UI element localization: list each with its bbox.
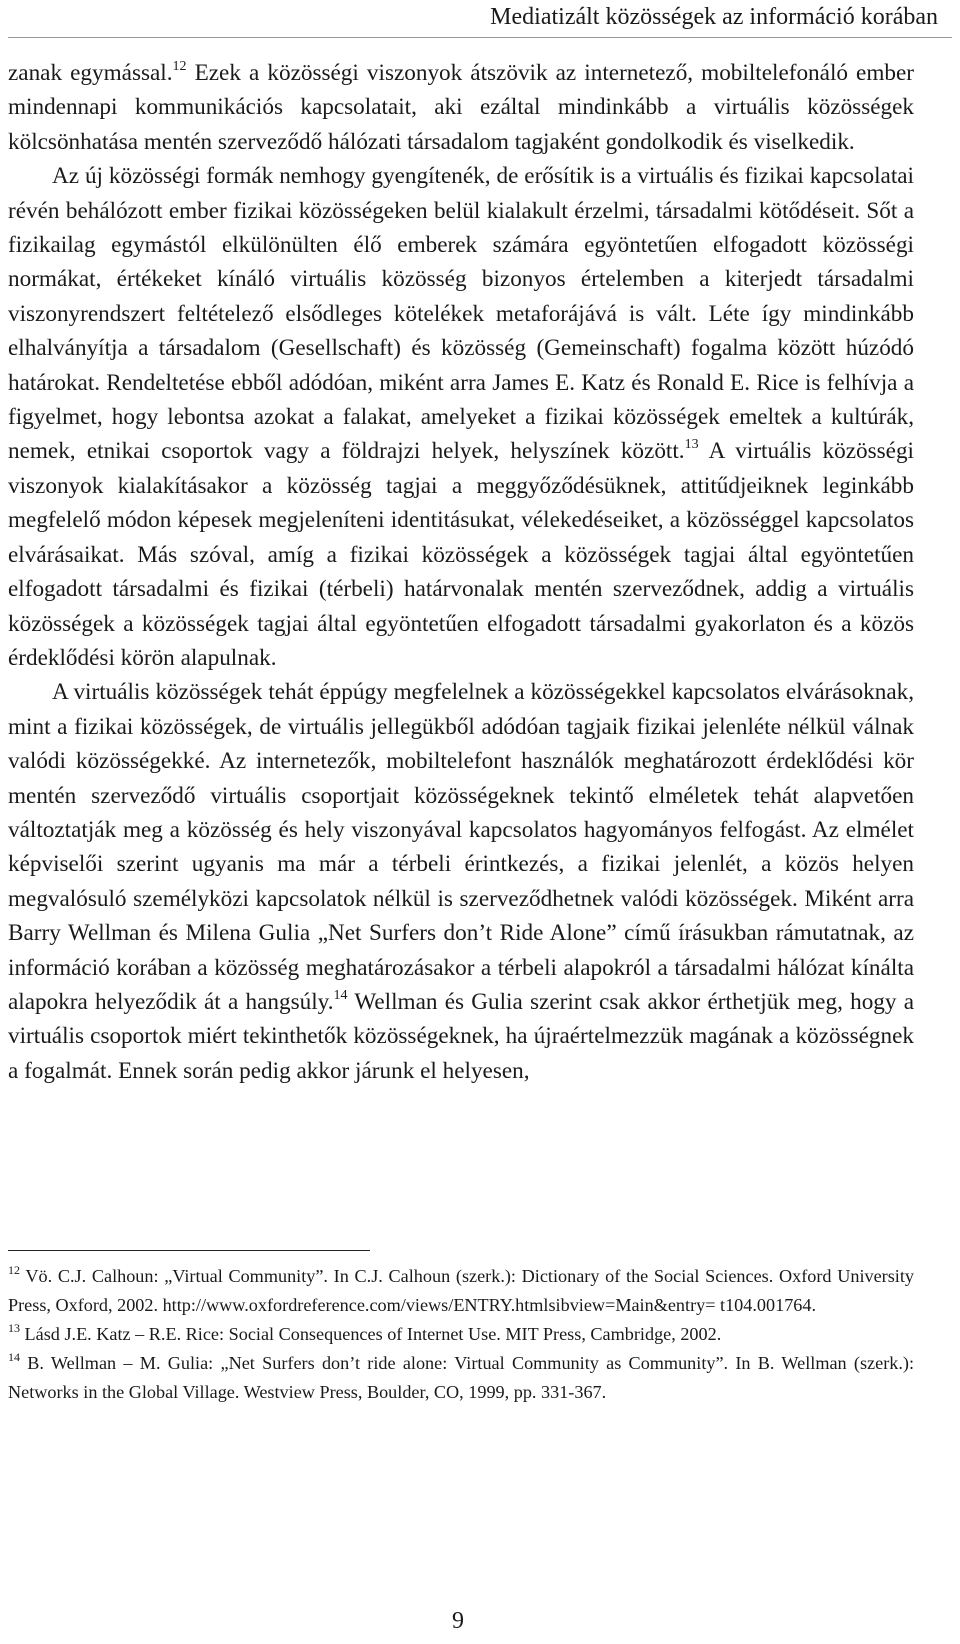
paragraph-3	[8, 675, 914, 1088]
paragraph-1-rest: Ezek a közösségi viszonyok átszövik az internetező, mobiltelefonáló ember mindennapi kommunikációs kapcsolatait, aki ezáltal mindinkább a virtuális közösségek kölcsönhatása mentén szerveződő hálózati társadalom tagjaként gondolkodik és viselkedik.	[8, 60, 914, 155]
footnote-rule	[8, 1250, 370, 1251]
footnote-number: 14	[8, 1350, 20, 1364]
footnote-text: Lásd J.E. Katz – R.E. Rice: Social Consequences of Internet Use. MIT Press, Cambridge, 2002.	[20, 1324, 722, 1344]
footnote-14	[8, 1349, 914, 1407]
header-rule	[8, 37, 952, 38]
paragraph-2-start: Az új közösségi formák nemhogy gyengítenék, de erősítik is a virtuális és fizikai kapcsolatai révén behálózott ember fizikai közösségeken belül kialakult érzelmi, társadalmi kötődéseit. Sőt a fizikailag egymástól elkülönülten élő emberek számára egyöntetűen elfogadott közösségi normákat, értékeket kínáló virtuális közösség bizonyos értelemben a kiterjedt társadalmi viszonyrendszert feltételező elsődleges kötelékek metaforájává is vált. Léte így mindinkább elhalványítja a társadalom (Gesellschaft) és közösség (Gemeinschaft) fogalma között húzódó határokat. Rendeltetése ebből adódóan, miként arra James E. Katz és Ronald E. Rice is felhívja a figyelmet, hogy lebontsa azokat a falakat, amelyeket a fizikai közösségek emeltek a kultúrák, nemek, etnikai csoportok vagy a földrajzi helyek, helyszínek között.	[8, 163, 914, 465]
running-header: Mediatizált közösségek az információ korában	[490, 4, 938, 30]
paragraph-2-rest: A virtuális közösségi viszonyok kialakításakor a közösség tagjai a meggyőződésüknek, attitűdjeiknek leginkább megfelelő módon képesek megjeleníteni identitásukat, vélekedéseiket, a közösséggel kapcsolatos elvárásaikat. Más szóval, amíg a fizikai közösségek a közösségek tagjai által egyöntetűen elfogadott társadalmi és fizikai (térbeli) határvonalak mentén szerveződnek, addig a virtuális közösségek a közösségek tagjai által egyöntetűen elfogadott társadalmi gyakorlaton és a közös érdeklődési körön alapulnak.	[8, 438, 914, 671]
paragraph-1-start: zanak egymással.	[8, 60, 173, 86]
footnote-number: 12	[8, 1263, 20, 1277]
paragraph-3-rest: Wellman és Gulia szerint csak akkor érthetjük meg, hogy a virtuális csoportok miért tekinthetők közösségeknek, ha újraértelmezzük magának a közösségnek a fogalmát. Ennek során pedig akkor járunk el helyesen,	[8, 988, 915, 1084]
footnote-ref-13: 13	[684, 437, 699, 453]
body-text	[8, 56, 914, 1088]
footnote-text: Vö. C.J. Calhoun: „Virtual Community”. In C.J. Calhoun (szerk.): Dictionary of the Social Sciences. Oxford University Press, Oxford, 2002. http://www.oxfordreference.com/views/ENTRY.htmlsibview=Main&entry= t104.001764.	[8, 1266, 914, 1315]
footnotes	[8, 1262, 914, 1407]
footnote-13	[8, 1320, 914, 1349]
footnote-number: 13	[8, 1321, 20, 1335]
footnote-12	[8, 1262, 914, 1320]
page-number: 9	[452, 1608, 464, 1634]
footnote-text: B. Wellman – M. Gulia: „Net Surfers don’t ride alone: Virtual Community as Community”. In B. Wellman (szerk.): Networks in the Global Village. Westview Press, Boulder, CO, 1999, pp. 331-367.	[8, 1353, 914, 1402]
paragraph-1	[8, 56, 914, 159]
footnote-ref-14: 14	[333, 987, 348, 1003]
footnote-ref-12: 12	[172, 59, 187, 74]
paragraph-2	[8, 159, 914, 675]
paragraph-3-start: A virtuális közösségek tehát éppúgy megfelelnek a közösségekkel kapcsolatos elvárásoknak, mint a fizikai közösségek, de virtuális jellegükből adódóan tagjaik fizikai jelenléte nélkül válnak valódi közösségekké. Az internetezők, mobiltelefont használók meghatározott érdeklődési kör mentén szerveződő virtuális csoportjait közösségeknek tekintő elméletek tehát alapvetően változtatják meg a közösség és hely viszonyával kapcsolatos hagyományos felfogást. Az elmélet képviselői szerint ugyanis ma már a térbeli érintkezés, a fizikai jelenlét, a közös helyen megvalósuló személyközi kapcsolatok nélkül is szerveződhetnek valódi közösségek. Miként arra Barry Wellman és Milena Gulia „Net Surfers don’t Ride Alone” című írásukban rámutatnak, az információ korában a közösség meghatározásakor a térbeli alapokról a társadalmi hálózat kínálta alapokra helyeződik át a hangsúly.	[8, 679, 914, 1015]
